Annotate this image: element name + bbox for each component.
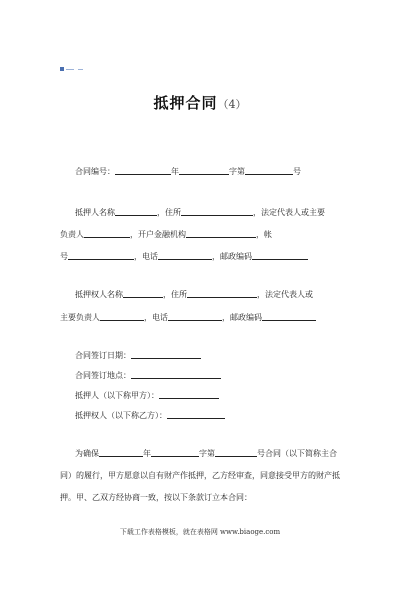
mortgagor-bank-blank [186, 229, 256, 238]
mortgagor-line-3 [60, 251, 350, 262]
mortgagee-responsible-label: 主要负责人 [60, 313, 100, 322]
logo-mark [60, 67, 83, 71]
party-b-blank [167, 410, 225, 419]
mortgagee-line-1 [75, 289, 350, 300]
party-a-label: 抵押人（以下称甲方）： [75, 391, 159, 400]
mortgagor-postcode-label: ，邮政编码 [212, 252, 252, 261]
mortgagee-legal-rep-label: ，法定代表人或 [257, 290, 313, 299]
zi-di-label: 字第 [229, 167, 245, 176]
mortgagee-phone-blank [168, 312, 222, 321]
preamble-line-3: 押。甲、乙双方经协商一致，按以下条款订立本合同： [60, 493, 252, 502]
mortgagor-account-label: ，帐 [256, 230, 272, 239]
mortgagee-responsible-blank [100, 312, 144, 321]
title-suffix: （4） [217, 98, 247, 111]
mortgagor-phone-blank [158, 251, 212, 260]
mortgagee-line-2 [60, 312, 350, 323]
party-a-line [75, 390, 350, 401]
signing-place-line [75, 370, 350, 381]
mortgagor-responsible-blank [84, 229, 130, 238]
preamble-char-blank [151, 448, 199, 457]
party-a-blank [159, 390, 219, 399]
mortgagee-name-blank [123, 289, 163, 298]
year-label: 年 [171, 167, 179, 176]
title-main: 抵押合同 [153, 94, 218, 112]
mortgagor-phone-label: ，电话 [134, 252, 158, 261]
mortgagee-phone-label: ，电话 [144, 313, 168, 322]
signing-place-blank [131, 370, 221, 379]
contract-year-blank [115, 166, 171, 175]
mortgagor-name-blank [115, 207, 157, 216]
mortgagee-address-blank [187, 289, 257, 298]
mortgagor-account-blank [68, 251, 134, 260]
mortgagor-line-1 [75, 207, 350, 218]
contract-number-label: 合同编号： [75, 167, 115, 176]
mortgagor-postcode-blank [252, 251, 308, 260]
mortgagor-line-2 [60, 229, 350, 240]
mortgagor-bank-label: ，开户金融机构 [130, 230, 186, 239]
party-b-label: 抵押权人（以下称乙方）： [75, 411, 167, 420]
preamble-number-blank [215, 448, 257, 457]
mortgagor-address-blank [181, 207, 253, 216]
preamble-line-1 [75, 448, 350, 459]
mortgagor-name-label: 抵押人名称 [75, 208, 115, 217]
mortgagor-legal-rep-label: ，法定代表人或主要 [253, 208, 325, 217]
preamble-year-blank [99, 448, 143, 457]
signing-place-label: 合同签订地点： [75, 371, 131, 380]
mortgagee-postcode-blank [262, 312, 316, 321]
preamble-year-label: 年 [143, 449, 151, 458]
contract-number-blank [245, 166, 293, 175]
signing-date-line [75, 350, 350, 361]
preamble-ensure-label: 为确保 [75, 449, 99, 458]
mortgagee-address-label: ，住所 [163, 290, 187, 299]
contract-number-line [75, 166, 350, 177]
contract-char-blank [179, 166, 229, 175]
mortgagor-account-suffix-label: 号 [60, 252, 68, 261]
signing-date-label: 合同签订日期： [75, 351, 131, 360]
preamble-main-contract-label: 号合同（以下简称主合 [257, 449, 337, 458]
mortgagor-address-label: ，住所 [157, 208, 181, 217]
preamble-zi-di-label: 字第 [199, 449, 215, 458]
preamble-line-2: 同）的履行，甲方愿意以自有财产作抵押，乙方经审查，同意接受甲方的财产抵 [60, 471, 340, 480]
mortgagor-responsible-label: 负责人 [60, 230, 84, 239]
signing-date-blank [131, 350, 201, 359]
hao-label: 号 [293, 167, 301, 176]
document-title [0, 92, 400, 113]
party-b-line [75, 410, 350, 421]
page-footer: 下载工作表格模板，就在表格网 www.biaoge.com [119, 528, 281, 536]
mortgagee-postcode-label: ，邮政编码 [222, 313, 262, 322]
mortgagee-name-label: 抵押权人名称 [75, 290, 123, 299]
